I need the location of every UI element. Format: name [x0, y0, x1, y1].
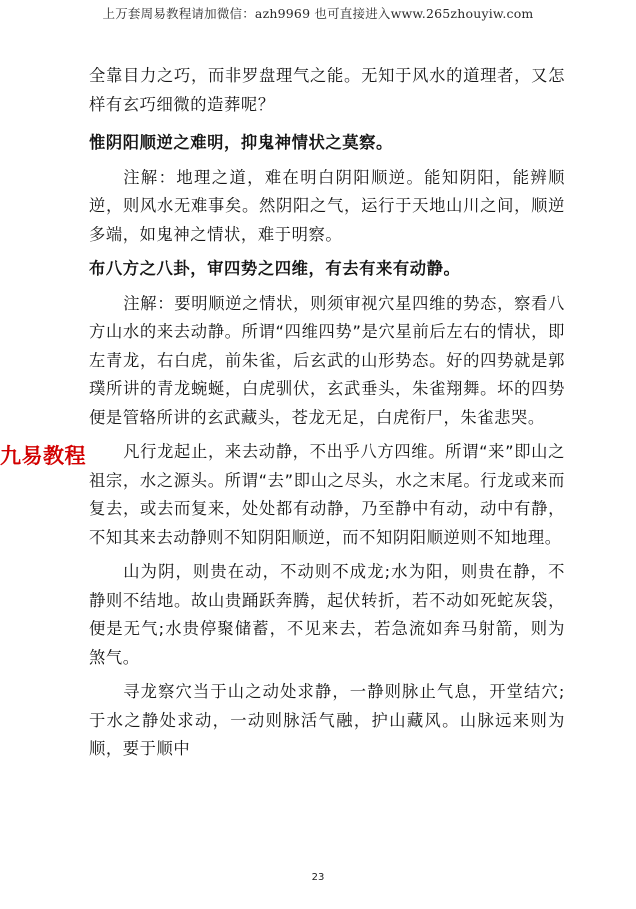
page-header-ad: 上万套周易教程请加微信：azh9969 也可直接进入www.265zhouyiw.com: [102, 6, 534, 21]
paragraph-continuation: 全靠目力之巧，而非罗盘理气之能。无知于风水的道理者，又怎样有玄巧细微的造葬呢？: [89, 66, 565, 114]
document-body: [89, 62, 565, 764]
body-paragraph-mountain-water: 山为阴，则贵在动，不动则不成龙;水为阳，则贵在静，不静则不结地。故山贵踊跃奔腾，起伏转折，若不动如死蛇灰袋，便是无气;水贵停聚储蓄，不见来去，若急流如奔马射箭，则为煞气。: [89, 562, 565, 667]
page-number: 23: [311, 872, 325, 883]
body-paragraph-dragon-movement: 凡行龙起止，来去动静，不出乎八方四维。所谓“来”即山之祖宗，水之源头。所谓“去”即山之尽头，水之末尾。行龙或来而复去，或去而复来，处处都有动静，乃至静中有动，动中有静，不知其来去动静则不知阴阳顺逆，而不知阴阳顺逆则不知地理。: [89, 442, 565, 547]
classic-verse-2: 布八方之八卦，审四势之四维，有去有来有动静。: [89, 259, 461, 278]
annotation-paragraph-2: 注解：要明顺逆之情状，则须审视穴星四维的势态，察看八方山水的来去动静。所谓“四维四势”是穴星前后左右的情状，即左青龙，右白虎，前朱雀，后玄武的山形势态。好的四势就是郭璞所讲的青龙蜿蜒，白虎驯伏，玄武垂头，朱雀翔舞。坏的四势便是管辂所讲的玄武藏头，苍龙无足，白虎衔尸，朱雀悲哭。: [89, 293, 565, 427]
classic-verse-1: 惟阴阳顺逆之难明，抑鬼神情状之莫察。: [89, 133, 393, 152]
watermark-logo-text: 九易教程: [0, 444, 86, 468]
body-paragraph-seek-dragon: 寻龙察穴当于山之动处求静，一静则脉止气息，开堂结穴;于水之静处求动，一动则脉活气融，护山藏风。山脉远来则为顺，要于顺中: [89, 682, 565, 758]
annotation-paragraph-1: 注解：地理之道，难在明白阴阳顺逆。能知阴阳，能辨顺逆，则风水无难事矣。然阴阳之气，运行于天地山川之间，顺逆多端，如鬼神之情状，难于明察。: [89, 167, 565, 244]
